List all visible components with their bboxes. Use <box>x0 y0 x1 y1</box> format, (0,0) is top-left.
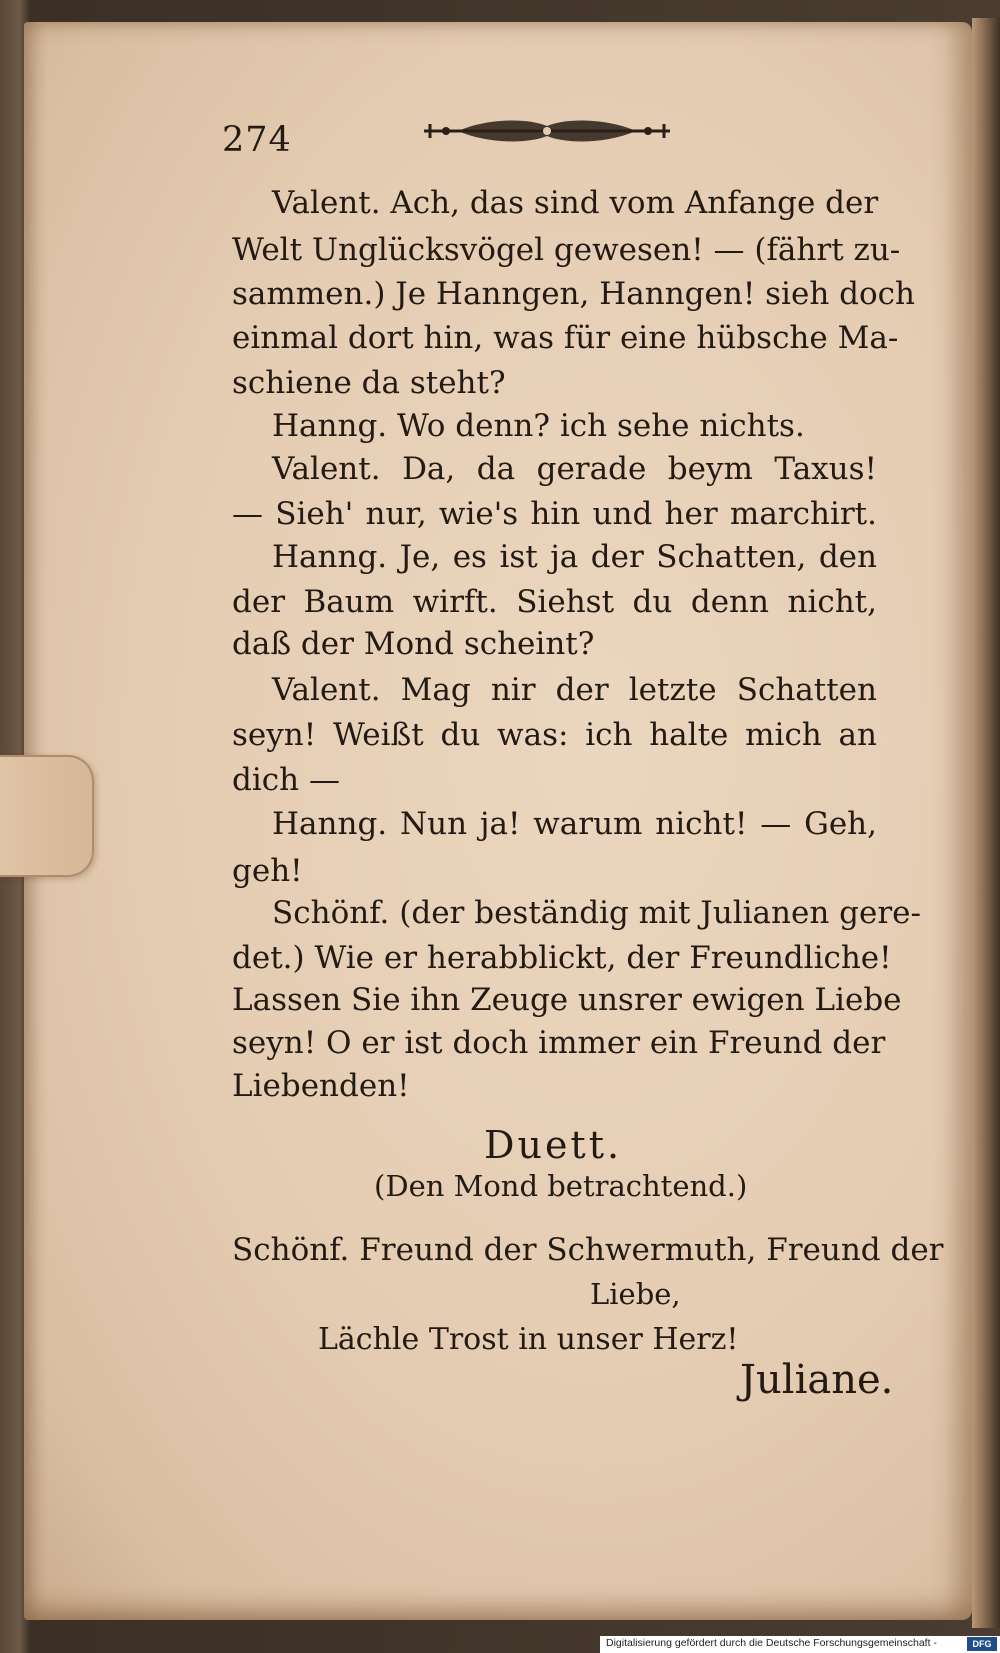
text-line: einmal dort hin, was für eine hübsche Ma- <box>232 320 899 356</box>
digitization-footer <box>600 1636 1000 1653</box>
fleuron-rule-icon <box>418 114 676 148</box>
verse-line: Lächle Trost in unser Herz! <box>318 1322 739 1357</box>
text-line: schiene da steht? <box>232 365 506 401</box>
text-line: Valent. Da, da gerade beym Taxus! <box>272 451 877 487</box>
text-line: seyn! O er ist doch immer ein Freund der <box>232 1025 886 1061</box>
text-line: Liebenden! <box>232 1068 410 1104</box>
verse-line: Schönf. Freund der Schwermuth, Freund der <box>232 1232 944 1268</box>
catchword: Juliane. <box>740 1357 894 1403</box>
section-title: Duett. <box>484 1123 623 1167</box>
text-line: daß der Mond scheint? <box>232 626 595 662</box>
text-line: Hanng. Je, es ist ja der Schatten, den <box>272 539 877 575</box>
footer-credit: Digitalisierung gefördert durch die Deutsche Forschungsgemeinschaft - <box>606 1637 937 1649</box>
stage-direction: (Den Mond betrachtend.) <box>374 1169 748 1203</box>
text-line: Hanng. Nun ja! warum nicht! — Geh, <box>272 806 877 842</box>
text-line: Welt Unglücksvögel gewesen! — (fährt zu- <box>232 232 901 268</box>
text-line: Schönf. (der beständig mit Julianen gere- <box>272 895 921 931</box>
text-line: Lassen Sie ihn Zeuge unsrer ewigen Liebe <box>232 982 902 1018</box>
book-fore-edge <box>972 18 1000 1628</box>
page-tab-marker <box>0 755 94 877</box>
page-number: 274 <box>222 120 292 160</box>
text-line: Valent. Ach, das sind vom Anfange der <box>272 185 879 221</box>
text-line: dich — <box>232 762 340 798</box>
dfg-logo: DFG <box>967 1637 997 1651</box>
text-line: sammen.) Je Hanngen, Hanngen! sieh doch <box>232 276 915 312</box>
verse-line: Liebe, <box>590 1277 681 1311</box>
text-line: — Sieh' nur, wie's hin und her marchirt. <box>232 496 877 532</box>
text-line: Hanng. Wo denn? ich sehe nichts. <box>272 408 805 444</box>
text-line: seyn! Weißt du was: ich halte mich an <box>232 717 877 753</box>
text-line: der Baum wirft. Siehst du denn nicht, <box>232 584 877 620</box>
text-line: Valent. Mag nir der letzte Schatten <box>272 672 877 708</box>
text-line: geh! <box>232 853 303 889</box>
text-line: det.) Wie er herabblickt, der Freundliche! <box>232 940 892 976</box>
